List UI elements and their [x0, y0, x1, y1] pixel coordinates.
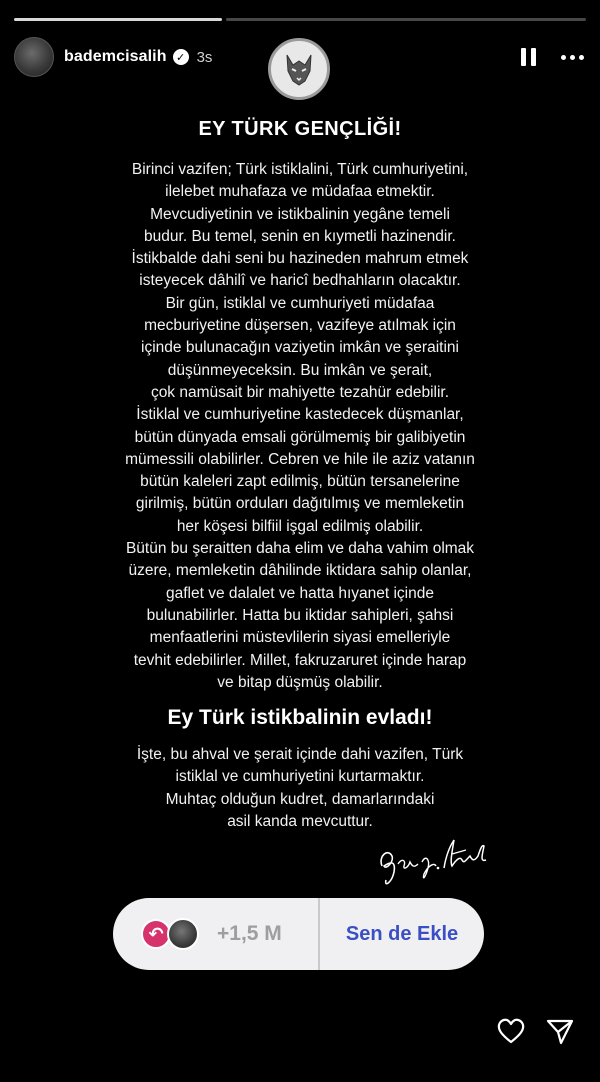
paragraph-line: İstiklal ve cumhuriyetine kastedecek düşmanlar, [136, 406, 464, 424]
participant-count: +1,5 M [217, 922, 282, 945]
paragraph-line: İşte, bu ahval ve şerait içinde dahi vazifen, Türk [136, 746, 464, 764]
paragraph-line: tevhit edebilirler. Millet, fakruzaruret içinde harap [133, 651, 467, 669]
paragraph-line: üzere, memleketin dâhilinde iktidara sahip olanlar, [128, 562, 472, 580]
paragraph-line: budur. Bu temel, senin en kıymetli hazinendir. [144, 227, 456, 245]
reply-arrow-icon: ↶ [141, 919, 171, 949]
paragraph-line: her köşesi bilfiil işgal edilmiş olabilir. [176, 517, 424, 535]
paragraph-line: bulunabilirler. Hatta bu iktidar sahipleri, şahsi [146, 606, 454, 624]
paragraph-line: mümessili olabilirler. Cebren ve hile ile aziz vatanın [125, 450, 475, 468]
paragraph-line: ve bitap düşmüş olabilir. [217, 673, 383, 691]
add-yours-button[interactable]: Sen de Ekle [345, 922, 459, 945]
paragraph-line: gaflet ve dalalet ve hatta hıyanet içinde [166, 584, 434, 602]
story-text-content [40, 118, 560, 833]
story-subheading: Ey Türk istikbalinin evladı! [167, 706, 433, 730]
verified-badge-icon: ✓ [173, 49, 189, 65]
paragraph-line: Birinci vazifen; Türk istiklalini, Türk cumhuriyetini, [131, 161, 469, 178]
story-progress-active [14, 18, 222, 21]
story-paragraph [40, 159, 560, 694]
story-progress-remaining [226, 18, 586, 21]
paragraph-line: bütün kaleleri zapt edilmiş, bütün tersanelerine [140, 473, 460, 491]
more-icon[interactable] [558, 45, 586, 69]
paragraph-line: isteyecek dâhilî ve haricî bedhahların olacaktır. [139, 272, 461, 290]
story-heading: EY TÜRK GENÇLİĞİ! [198, 118, 402, 140]
participant-avatar [167, 918, 199, 950]
send-icon[interactable] [545, 1016, 575, 1046]
paragraph-line: Mevcudiyetinin ve istikbalinin yegâne temeli [150, 205, 450, 223]
paragraph-line: Bir gün, istiklal ve cumhuriyeti müdafaa [165, 294, 435, 312]
paragraph-line: Bütün bu şeraitten daha elim ve daha vahim olmak [125, 540, 475, 558]
paragraph-line: mecburiyetine düşersen, vazifeye atılmak için [144, 317, 456, 335]
paragraph-line: istiklal ve cumhuriyetini kurtarmaktır. [175, 768, 425, 786]
heart-icon[interactable] [496, 1016, 526, 1046]
paragraph-line: bütün dünyada emsali görülmemiş bir galibiyetin [134, 428, 466, 446]
wolf-emblem-icon [268, 38, 330, 100]
paragraph-line: menfaatlerini müstevlilerin siyasi emelleriyle [149, 629, 451, 647]
paragraph-line: asil kanda mevcuttur. [227, 813, 373, 831]
paragraph-line: çok namüsait bir mahiyette tezahür edebilir. [150, 383, 450, 401]
signature-image [374, 826, 496, 894]
avatar[interactable] [14, 37, 54, 77]
paragraph-line: girilmiş, bütün orduları dağıtılmış ve memleketin [135, 495, 465, 513]
paragraph-line: ilelebet muhafaza ve müdafaa etmektir. [165, 183, 435, 201]
paragraph-line: İstikbalde dahi seni bu hazineden mahrum etmek [131, 250, 469, 268]
paragraph-line: içinde bulunacağın vaziyetin imkân ve şeraitini [141, 339, 459, 357]
reply-bar [113, 898, 484, 970]
paragraph-line: düşünmeyeceksin. Bu imkân ve şerait, [167, 361, 433, 379]
reshare-count-area[interactable] [113, 898, 320, 970]
story-paragraph-2 [40, 744, 560, 833]
paragraph-line: Muhtaç olduğun kudret, damarlarındaki [165, 790, 435, 808]
post-time: 3s [196, 48, 213, 66]
pause-icon[interactable] [516, 45, 540, 69]
username[interactable]: bademcisalih [64, 48, 167, 65]
